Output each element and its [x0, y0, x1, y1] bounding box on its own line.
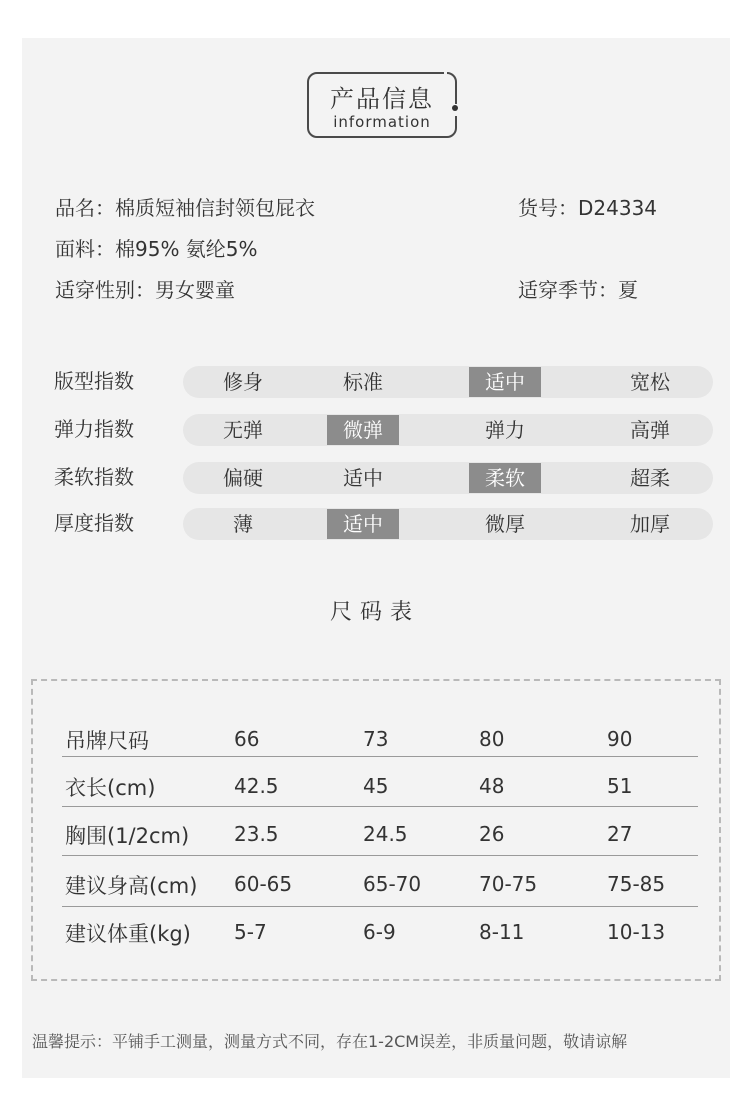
- index-option: 薄: [233, 512, 253, 536]
- size-row-label: 建议身高(cm): [65, 874, 198, 898]
- row-divider: [62, 806, 698, 807]
- size-row-label: 衣长(cm): [65, 776, 156, 800]
- section-title: 产品信息: [330, 85, 434, 113]
- size-table-title: 尺码表: [329, 600, 420, 625]
- size-row-label: 胸围(1/2cm): [65, 824, 190, 848]
- size-cell: 66: [234, 727, 260, 751]
- size-cell: 42.5: [234, 774, 279, 798]
- size-cell: 51: [607, 774, 633, 798]
- index-option-selected: 柔软: [469, 463, 541, 493]
- size-cell: 45: [363, 774, 389, 798]
- index-option: 适中: [343, 466, 383, 490]
- size-cell: 6-9: [363, 920, 396, 944]
- index-option: 无弹: [223, 418, 263, 442]
- index-option: 偏硬: [223, 466, 263, 490]
- index-option: 高弹: [630, 418, 670, 442]
- index-option: 加厚: [630, 512, 670, 536]
- size-cell: 75-85: [607, 872, 666, 896]
- index-option: 修身: [223, 370, 263, 394]
- product-gender: 适穿性别：男女婴童: [55, 278, 235, 302]
- size-cell: 90: [607, 727, 633, 751]
- size-cell: 70-75: [479, 872, 538, 896]
- row-divider: [62, 855, 698, 856]
- size-cell: 8-11: [479, 920, 525, 944]
- size-cell: 27: [607, 822, 633, 846]
- section-subtitle: information: [333, 113, 431, 131]
- index-option-selected: 适中: [469, 367, 541, 397]
- size-cell: 26: [479, 822, 505, 846]
- index-option: 弹力: [485, 418, 525, 442]
- product-name: 品名：棉质短袖信封领包屁衣: [55, 196, 315, 220]
- size-cell: 60-65: [234, 872, 293, 896]
- product-sku: 货号：D24334: [518, 196, 658, 220]
- size-row-label: 建议体重(kg): [65, 922, 191, 946]
- size-cell: 23.5: [234, 822, 279, 846]
- size-cell: 10-13: [607, 920, 666, 944]
- product-season: 适穿季节：夏: [518, 278, 638, 302]
- index-option-selected: 适中: [327, 509, 399, 539]
- row-divider: [62, 906, 698, 907]
- index-option-selected: 微弹: [327, 415, 399, 445]
- size-cell: 48: [479, 774, 505, 798]
- index-label: 弹力指数: [54, 417, 134, 441]
- index-label: 柔软指数: [54, 465, 134, 489]
- index-option: 宽松: [630, 370, 670, 394]
- size-cell: 5-7: [234, 920, 267, 944]
- size-row-label: 吊牌尺码: [65, 729, 149, 753]
- row-divider: [62, 756, 698, 757]
- size-cell: 65-70: [363, 872, 422, 896]
- index-option: 标准: [343, 370, 383, 394]
- index-label: 厚度指数: [54, 511, 134, 535]
- notice-text: 温馨提示：平铺手工测量，测量方式不同，存在1-2CM误差，非质量问题，敬请谅解: [32, 1032, 628, 1051]
- index-label: 版型指数: [54, 369, 134, 393]
- index-option: 微厚: [485, 512, 525, 536]
- index-option: 超柔: [630, 466, 670, 490]
- size-cell: 80: [479, 727, 505, 751]
- product-material: 面料：棉95% 氨纶5%: [55, 237, 258, 261]
- size-cell: 73: [363, 727, 389, 751]
- size-cell: 24.5: [363, 822, 408, 846]
